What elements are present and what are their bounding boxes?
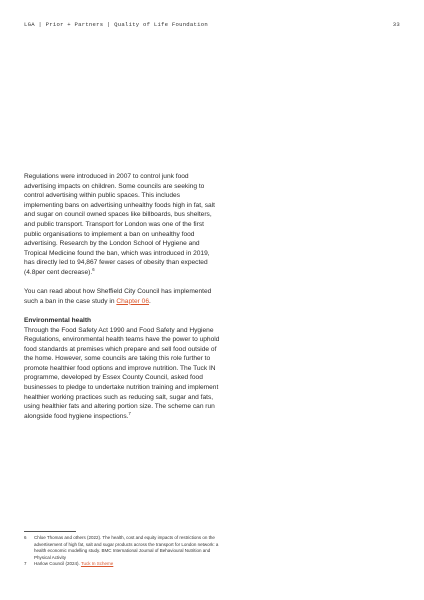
main-content xyxy=(24,172,220,421)
paragraph-case-study-text: You can read about how Sheffield City Council has implemented such a ban in the case study in xyxy=(24,288,212,305)
chapter-06-link[interactable]: Chapter 06 xyxy=(116,297,149,305)
footnote-7 xyxy=(24,561,220,568)
header-title: LGA | Prior + Partners | Quality of Life Foundation xyxy=(24,21,208,28)
footnote-text: Harlow Council (2024). xyxy=(34,561,81,567)
footnote-text: Chloe Thomas and others (2022). The health, cost and equity impacts of restrictions on the advertisement of high fat, salt and sugar products across the transport for London network: a health economic modelling study. BMC International Journal of Behavioural Nutrition and Physical Activity xyxy=(34,535,219,560)
section-heading-environmental-health: Environmental health xyxy=(24,316,92,324)
tuck-in-scheme-link[interactable]: Tuck In Scheme xyxy=(80,561,114,567)
page-header xyxy=(24,21,400,28)
paragraph-case-study-end: . xyxy=(149,297,151,305)
footnote-number: 7 xyxy=(24,561,27,567)
footnote-text-wrap xyxy=(34,561,220,568)
paragraph-advertising xyxy=(24,172,220,278)
page-number: 33 xyxy=(392,21,400,28)
paragraph-case-study xyxy=(24,287,220,306)
footnote-number: 6 xyxy=(24,535,27,540)
paragraph-advertising-text: Regulations were introduced in 2007 to control junk food advertising impacts on children. Some councils are seeking to control advertising within public spaces. This includes implementing bans on advertising unhealthy foods high in fat, salt and sugar on council owned spaces like billboards, bus shelters, and public transport. Transport for London was one of the first public organisations to implement a ban on unhealthy food advertising. Research by the London School of Hygiene and Tropical Medicine found the ban, which was introduced in 2019, has directly led to 94,867 fewer cases of obesity than expected (4.8per cent decrease). xyxy=(24,173,215,276)
paragraph-environmental-health-text: Through the Food Safety Act 1990 and Food Safety and Hygiene Regulations, environmental health teams have the power to uphold food standards at premises which prepare and sell food outside of the home. However, some councils are taking this role further to promote healthier food options and improve nutrition. The Tuck IN programme, developed by Essex County Council, asked food businesses to pledge to undertake nutrition training and implement healthier working practices such as reducing salt, sugar and fats, using healthier fats and altering portion size. The scheme can run alongside food hygiene inspections. xyxy=(24,326,220,420)
footnote-ref-6[interactable]: 6 xyxy=(92,266,95,272)
footnote-6 xyxy=(24,535,220,561)
paragraph-environmental-health xyxy=(24,326,220,422)
footnote-ref-7[interactable]: 7 xyxy=(128,410,131,416)
footnotes xyxy=(24,535,220,568)
footnote-divider xyxy=(24,531,76,532)
